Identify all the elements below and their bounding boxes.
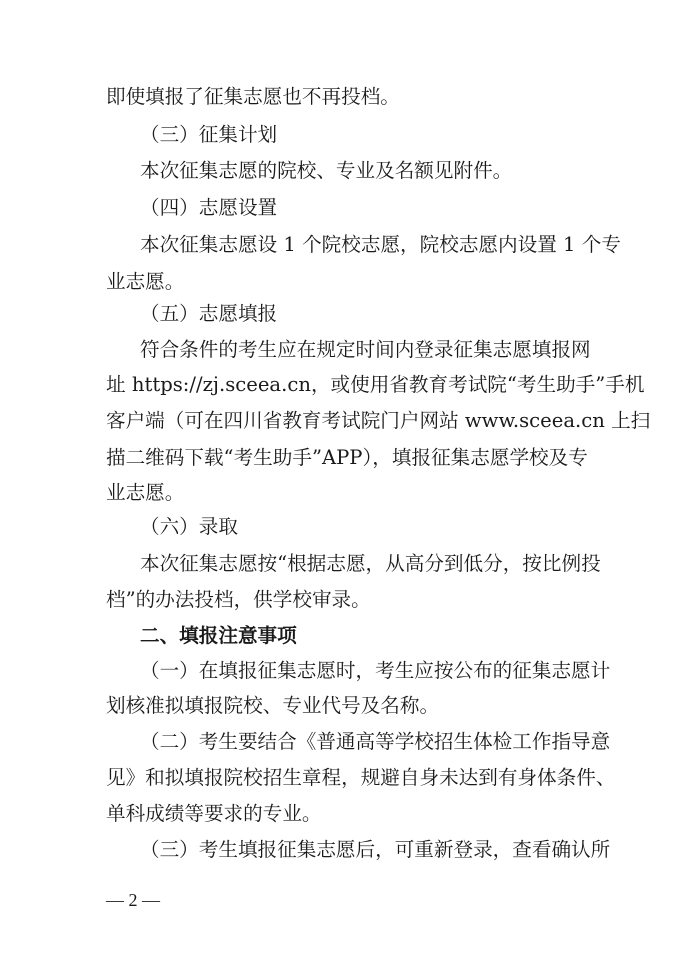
paragraph-line: 业志愿。	[106, 481, 185, 504]
paragraph-line: 单科成绩等要求的专业。	[106, 802, 322, 825]
paragraph-line: （一）在填报征集志愿时，考生应按公布的征集志愿计	[140, 659, 611, 682]
page-number: — 2 —	[106, 890, 160, 910]
section-heading-notes: 二、填报注意事项	[140, 624, 297, 647]
paragraph-line: 见》和拟填报院校招生章程，规避自身未达到有身体条件、	[106, 766, 616, 789]
paragraph-line: 本次征集志愿设 1 个院校志愿，院校志愿内设置 1 个专	[140, 233, 621, 256]
section-heading-filling: （五）志愿填报	[140, 302, 278, 325]
section-heading-setting: （四）志愿设置	[140, 196, 278, 219]
paragraph-line: 业志愿。	[106, 270, 185, 293]
section-heading-admission: （六）录取	[140, 515, 238, 538]
paragraph-line: 档”的办法投档，供学校审录。	[106, 588, 371, 611]
paragraph-line: 描二维码下载“考生助手”APP），填报征集志愿学校及专	[106, 446, 588, 469]
paragraph-line: 即使填报了征集志愿也不再投档。	[106, 85, 400, 108]
paragraph-line: 客户端（可在四川省教育考试院门户网站 www.sceea.cn 上扫	[106, 409, 651, 432]
paragraph-line: （三）考生填报征集志愿后，可重新登录，查看确认所	[140, 838, 611, 861]
section-heading-plan: （三）征集计划	[140, 123, 278, 146]
paragraph-line: 划核准拟填报院校、专业代号及名称。	[106, 694, 440, 717]
paragraph-line: 本次征集志愿按“根据志愿，从高分到低分，按比例投	[140, 552, 601, 575]
paragraph-line: 符合条件的考生应在规定时间内登录征集志愿填报网	[140, 338, 591, 361]
paragraph-line: 本次征集志愿的院校、专业及名额见附件。	[140, 159, 513, 182]
paragraph-line: （二）考生要结合《普通高等学校招生体检工作指导意	[140, 730, 611, 753]
paragraph-line: 址 https://zj.sceea.cn，或使用省教育考试院“考生助手”手机	[106, 373, 645, 396]
